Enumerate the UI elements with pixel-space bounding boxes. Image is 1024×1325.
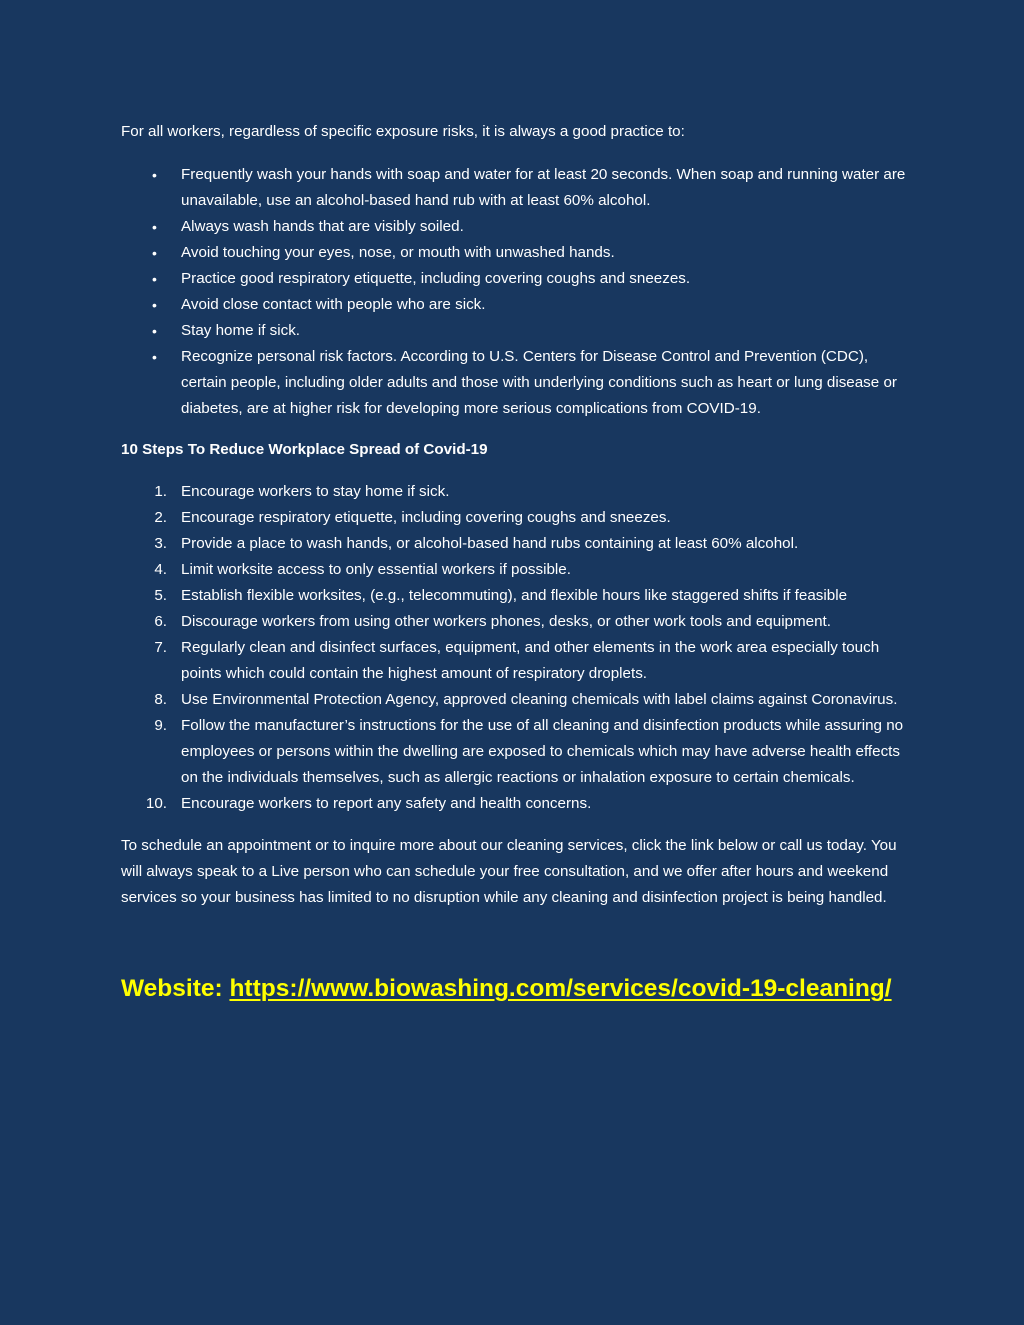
bullet-marker: •: [152, 323, 157, 339]
bullet-item: [121, 214, 906, 240]
bullet-item: [121, 318, 906, 344]
step-text: Encourage workers to report any safety and health concerns.: [181, 795, 592, 812]
bullet-text: Always wash hands that are visibly soiled.: [181, 218, 464, 235]
step-item: [121, 791, 906, 817]
bullet-text: Stay home if sick.: [181, 322, 301, 339]
bullet-item: [121, 240, 906, 266]
document-content: [121, 119, 906, 1005]
step-text: Regularly clean and disinfect surfaces, equipment, and other elements in the work area especially touch points which could contain the highest amount of respiratory droplets.: [181, 639, 880, 682]
step-number: 5.: [154, 587, 167, 604]
steps-list: [121, 479, 906, 817]
bullet-text: Practice good respiratory etiquette, including covering coughs and sneezes.: [181, 270, 691, 287]
website-label: Website:: [121, 975, 223, 1002]
step-number: 8.: [154, 691, 167, 708]
bullet-marker: •: [152, 297, 157, 313]
step-number: 4.: [154, 561, 167, 578]
step-item: [121, 479, 906, 505]
bullet-marker: •: [152, 349, 157, 365]
closing-paragraph: To schedule an appointment or to inquire more about our cleaning services, click the link below or call us today. You will always speak to a Live person who can schedule your free consultation, and we offer after hours and weekend services so your business has limited to no disruption while any cleaning and disinfection project is being handled.: [121, 837, 897, 906]
step-text: Provide a place to wash hands, or alcohol-based hand rubs containing at least 60% alcohol.: [181, 535, 799, 552]
step-item: [121, 505, 906, 531]
bullet-text: Recognize personal risk factors. According to U.S. Centers for Disease Control and Prevention (CDC), certain people, including older adults and those with underlying conditions such as heart or lung disease or diabetes, are at higher risk for developing more serious complications from COVID-19.: [181, 348, 897, 417]
bullet-text: Frequently wash your hands with soap and water for at least 20 seconds. When soap and running water are unavailable, use an alcohol-based hand rub with at least 60% alcohol.: [181, 166, 906, 209]
good-practice-list: [121, 162, 906, 422]
bullet-item: [121, 292, 906, 318]
website-link[interactable]: https://www.biowashing.com/services/covid-19-cleaning/: [229, 975, 892, 1002]
step-number: 6.: [154, 613, 167, 630]
step-text: Use Environmental Protection Agency, approved cleaning chemicals with label claims against Coronavirus.: [181, 691, 898, 708]
bullet-marker: •: [152, 271, 157, 287]
step-item: [121, 557, 906, 583]
bullet-marker: •: [152, 167, 157, 183]
step-text: Encourage respiratory etiquette, including covering coughs and sneezes.: [181, 509, 671, 526]
step-item: [121, 687, 906, 713]
intro-paragraph: For all workers, regardless of specific exposure risks, it is always a good practice to:: [121, 123, 685, 140]
steps-heading: 10 Steps To Reduce Workplace Spread of Covid-19: [121, 441, 488, 458]
step-text: Establish flexible worksites, (e.g., telecommuting), and flexible hours like staggered shifts if feasible: [181, 587, 848, 604]
bullet-marker: •: [152, 245, 157, 261]
step-number: 2.: [154, 509, 167, 526]
step-item: [121, 583, 906, 609]
bullet-item: [121, 344, 906, 422]
step-item: [121, 635, 906, 687]
bullet-marker: •: [152, 219, 157, 235]
step-number: 9.: [154, 717, 167, 734]
bullet-item: [121, 162, 906, 214]
step-text: Encourage workers to stay home if sick.: [181, 483, 450, 500]
website-line: [121, 973, 906, 1005]
step-item: [121, 531, 906, 557]
step-text: Discourage workers from using other workers phones, desks, or other work tools and equipment.: [181, 613, 831, 630]
step-number: 1.: [154, 483, 167, 500]
step-text: Follow the manufacturer’s instructions for the use of all cleaning and disinfection products while assuring no employees or persons within the dwelling are exposed to chemicals which may have adverse health effects on the individuals themselves, such as allergic reactions or inhalation exposure to certain chemicals.: [181, 717, 904, 786]
bullet-text: Avoid touching your eyes, nose, or mouth with unwashed hands.: [181, 244, 615, 261]
step-number: 10.: [145, 795, 167, 812]
bullet-item: [121, 266, 906, 292]
step-item: [121, 713, 906, 791]
step-text: Limit worksite access to only essential workers if possible.: [181, 561, 571, 578]
step-number: 3.: [154, 535, 167, 552]
step-item: [121, 609, 906, 635]
bullet-text: Avoid close contact with people who are sick.: [181, 296, 486, 313]
step-number: 7.: [154, 639, 167, 656]
